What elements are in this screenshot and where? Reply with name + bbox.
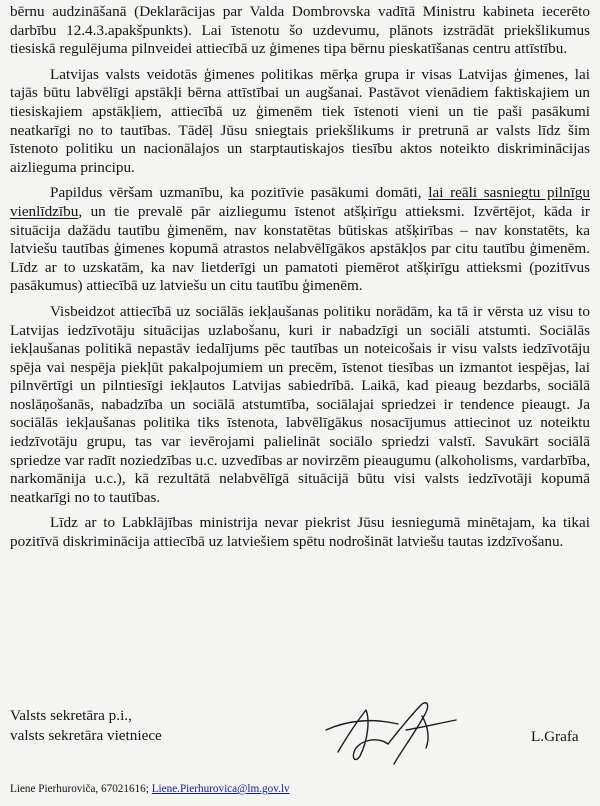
paragraph-3-underlined: lai reāli sasniegtu pilnīgu vienlīdzību — [10, 184, 590, 220]
footer-contact — [10, 783, 290, 795]
paragraph-3-end: , un tie prevalē pār aizliegumu īstenot atšķirīgu attieksmi. Izvērtējot, kāda ir situācija dažādu tautību ģimenēm, nav konstatētas būtiskas atšķirības – nav konstatēts, ka latviešu tautības ģimenes kopumā atrastos nelabvēlīgākos apstākļos par citu tautību ģimenēm. Līdz ar to uzskatām, ka nav lietderīgi un pamatoti piemērot atšķirīgu attieksmi (pozitīvus pasākumus) attiecībā uz latviešu un citu tautību ģimenēm. — [10, 202, 590, 295]
signatory-title-line1: Valsts sekretāra p.i., — [10, 707, 132, 724]
paragraph-5: Līdz ar to Labklājības ministrija nevar piekrist Jūsu iesniegumā minētajam, ka tikai pozitīvā diskriminācija attiecībā uz latviešiem spētu nodrošināt latviešu tautas izdzīvošanu. — [10, 514, 590, 551]
paragraph-3-start: Papildus vēršam uzmanību, ka pozitīvie pasākumi domāti, — [50, 184, 429, 202]
footer-contact-text: Liene Pierhuroviča, 67021616; — [10, 783, 152, 795]
signatory-title — [10, 706, 162, 746]
paragraph-1: bērnu audzināšanā (Deklarācijas par Valda Dombrovska vadītā Ministru kabineta iecerēto darbību 12.4.3.apakšpunkts). Lai īstenotu šo uzdevumu, plānots izstrādāt priekšlikumus tiesiskā regulējuma pilnveidei attiecībā uz ģimenes tipa bērnu pieskatīšanas centru attīstību. — [10, 3, 590, 58]
letter-body — [10, 3, 590, 559]
handwritten-signature — [318, 690, 468, 770]
paragraph-4: Visbeidzot attiecībā uz sociālās iekļaušanas politiku norādām, ka tā ir vērsta uz visu to Latvijas iedzīvotāju situācijas uzlabošanu, kuri ir nabadzīgi un sociāli atstumti. Sociālās iekļaušanas politikā nepastāv iedalījums pēc tautības un noteicošais ir visu valsts iedzīvotāju spēja vai nespēja piekļūt pakalpojumiem un precēm, īstenot tiesības un izmantot iespējas, lai pilnvērtīgi un pilntiesīgi iekļautos Latvijas sabiedrībā. Laikā, kad pieaug bezdarbs, sociālā noslāņošanās, nabadzība un sociālā atstumtība, sociālajai spriedzei ir tendence pieaugt. Ja sociālās iekļaušanas politika tiks īstenota, labvēlīgākus nosacījumus attiecinot uz noteiktu iedzīvotāju grupu, tas var ievērojami palielināt sociālo spriedzi valstī. Savukārt sociālā spriedze var radīt noziedzības u.c. uzvedības ar novirzēm pieaugumu (alkoholisms, vardarbība, narkomānija u.c.), kā rezultātā nelabvēlīgā situācijā būtu visi valsts iedzīvotāji kopumā neatkarīgi no to tautības. — [10, 302, 590, 506]
signatory-name: L.Grafa — [531, 728, 579, 745]
footer-email-link[interactable]: Liene.Pierhurovica@lm.gov.lv — [151, 783, 290, 795]
paragraph-2: Latvijas valsts veidotās ģimenes politikas mērķa grupa ir visas Latvijas ģimenes, lai tajās būtu labvēlīgi apstākļi bērna attīstībai un augšanai. Pastāvot vienādiem faktiskajiem un tiesiskajiem apstākļiem, attiecībā uz ģimenēm tiek īstenoti vieni un tie paši pasākumi neatkarīgi no to tautības. Tādēļ Jūsu sniegtais priekšlikums ir pretrunā ar valsts līdz šim īstenoto politiku un nacionālajos un starptautiskajos tiesību aktos noteikto diskriminācijas aizlieguma principu. — [10, 65, 590, 176]
paragraph-3 — [10, 184, 590, 296]
signatory-title-line2: valsts sekretāra vietniece — [10, 727, 162, 744]
